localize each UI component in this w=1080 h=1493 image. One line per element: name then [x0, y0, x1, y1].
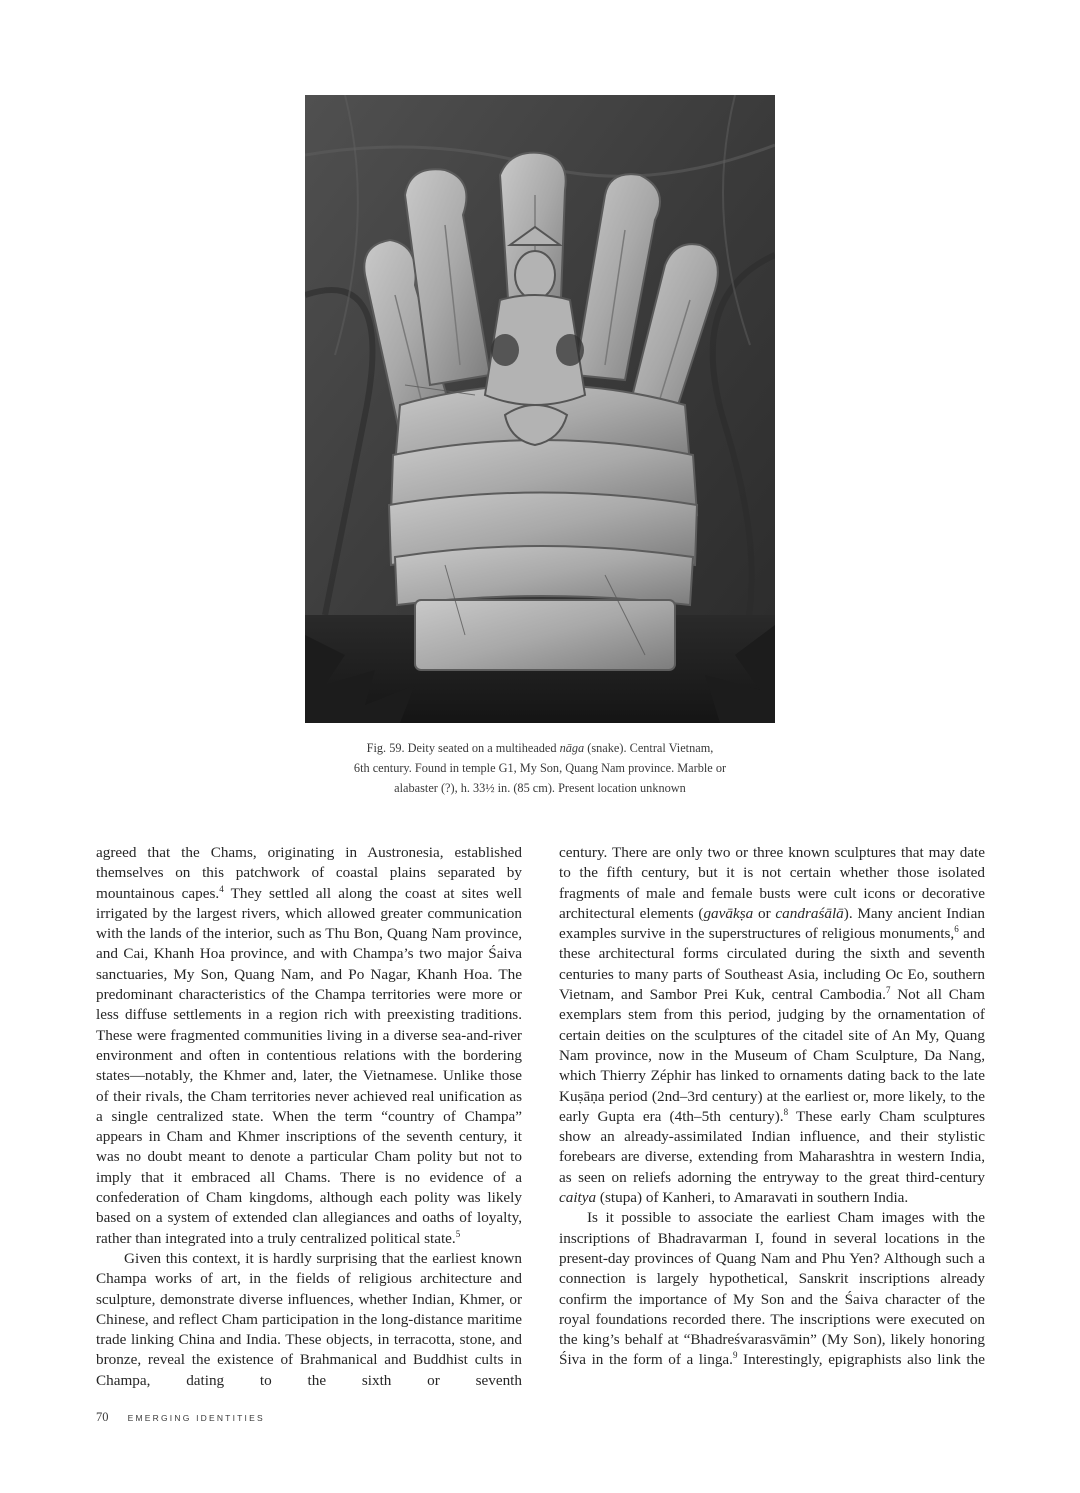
paragraph: Is it possible to associate the earliest Cham images with the inscriptions of Bhadravarman I, found in several locations in the present-day provinces of Quang Nam and Phu Yen? Although such a connection is largely hypothetical, Sanskrit inscriptions already confirm the importance of My Son and the Śaiva character of the royal foundations recorded there. The inscriptions were executed on the king’s behalf at “Bhadreśvarasvāmin” (My Son), likely honoring Śiva in the form of a linga.$^9$ Interestingly, epigraphists also link the	[559, 1209, 985, 1369]
paragraph: agreed that the Chams, originating in Austronesia, established themselves on this patchwork of coastal plains separated by mountainous capes.$^4$ They settled all along the coast at sites well irrigated by the largest rivers, which allowed greater communication with the lands of the interior, such as Thu Bon, Quang Nam province, and Cai, Khanh Hoa province, and with Champa’s two major Śaiva sanctuaries, My Son, Quang Nam, and Po Nagar, Khanh Hoa. The predominant characteristics of the Champa territories were more or less diffuse settlements in a region rich with preexisting traditions. These were fragmented communities living in a diverse sea-and-river environment and often in contentious relations with the bordering states—notably, the Khmer and, later, the Vietnamese. Unlike those of their rivals, the Cham territories never achieved real unification as a single centralized state. When the term “country of Champa” appears in Cham and Khmer inscriptions of the seventh century, it was no doubt meant to denote a particular Cham polity but not to imply that it embraced all Chams. There is no evidence of a confederation of Cham kingdoms, although each polity was likely based on a system of extended clan allegiances and oaths of loyalty, rather than integrated into a truly centralized political state.$^5$	[96, 844, 522, 1247]
page-number: 70	[96, 1410, 109, 1424]
footnote-ref[interactable]: 9	[732, 1350, 738, 1361]
body-column-left	[96, 843, 522, 1391]
footnote-ref[interactable]: 8	[783, 1106, 789, 1117]
caption-italic-term: nāga	[559, 741, 585, 755]
footnote-ref[interactable]: 7	[885, 985, 891, 996]
footnote-ref[interactable]: 5	[455, 1228, 461, 1239]
caption-line-2: 6th century. Found in temple G1, My Son, Quang Nam province. Marble or	[353, 761, 727, 775]
paragraph: Given this context, it is hardly surprising that the earliest known Champa works of art, in the fields of religious architecture and sculpture, demonstrate diverse influences, whether Indian, Khmer, or Chinese, and reflect Cham participation in the long-distance maritime trade linking China and India. These objects, in terracotta, stone, and bronze, reveal the existence of Brahmanical and Buddhist cults in Champa, dating to the sixth or seventh	[96, 1249, 522, 1389]
page-footer	[96, 1410, 265, 1425]
body-column-right	[559, 843, 985, 1371]
footnote-ref[interactable]: 6	[954, 924, 959, 935]
caption-line-3: alabaster (?), h. 33½ in. (85 cm). Present location unknown	[394, 781, 686, 795]
sculpture-photograph	[305, 95, 775, 723]
footnote-ref[interactable]: 4	[219, 883, 224, 894]
paragraph: century. There are only two or three known sculptures that may date to the fifth century, but it is not certain whether those isolated fragments of male and female busts were cult icons or decorative architectural elements (gavākṣa or candraśālā). Many ancient Indian examples survive in the superstructures of religious monuments,$^6$ and these architectural forms circulated during the sixth and seventh centuries to many parts of Southeast Asia, including Oc Eo, southern Vietnam, and Sambor Prei Kuk, central Cambodia.$^7$ Not all Cham exemplars stem from this period, judging by the ornamentation of certain deities on the sculptures of the citadel site of An My, Quang Nam province, now in the Museum of Cham Sculpture, Da Nang, which Thierry Zéphir has linked to ornaments dating back to the late Kuṣāṇa period (2nd–3rd century) at the earliest or, more likely, to the early Gupta era (4th–5th century).$^8$ These early Cham sculptures show an already-assimilated Indian influence, and their stylistic forebears are diverse, extending from Maharashtra in western India, as seen on reliefs adorning the entryway to the great third-century caitya (stupa) of Kanheri, to Amaravati in southern India.	[559, 844, 986, 1207]
caption-line-1: Fig. 59. Deity seated on a multiheaded nāga (snake). Central Vietnam,	[366, 741, 714, 755]
figure-caption	[300, 738, 780, 798]
running-head: EMERGING IDENTITIES	[127, 1413, 265, 1423]
